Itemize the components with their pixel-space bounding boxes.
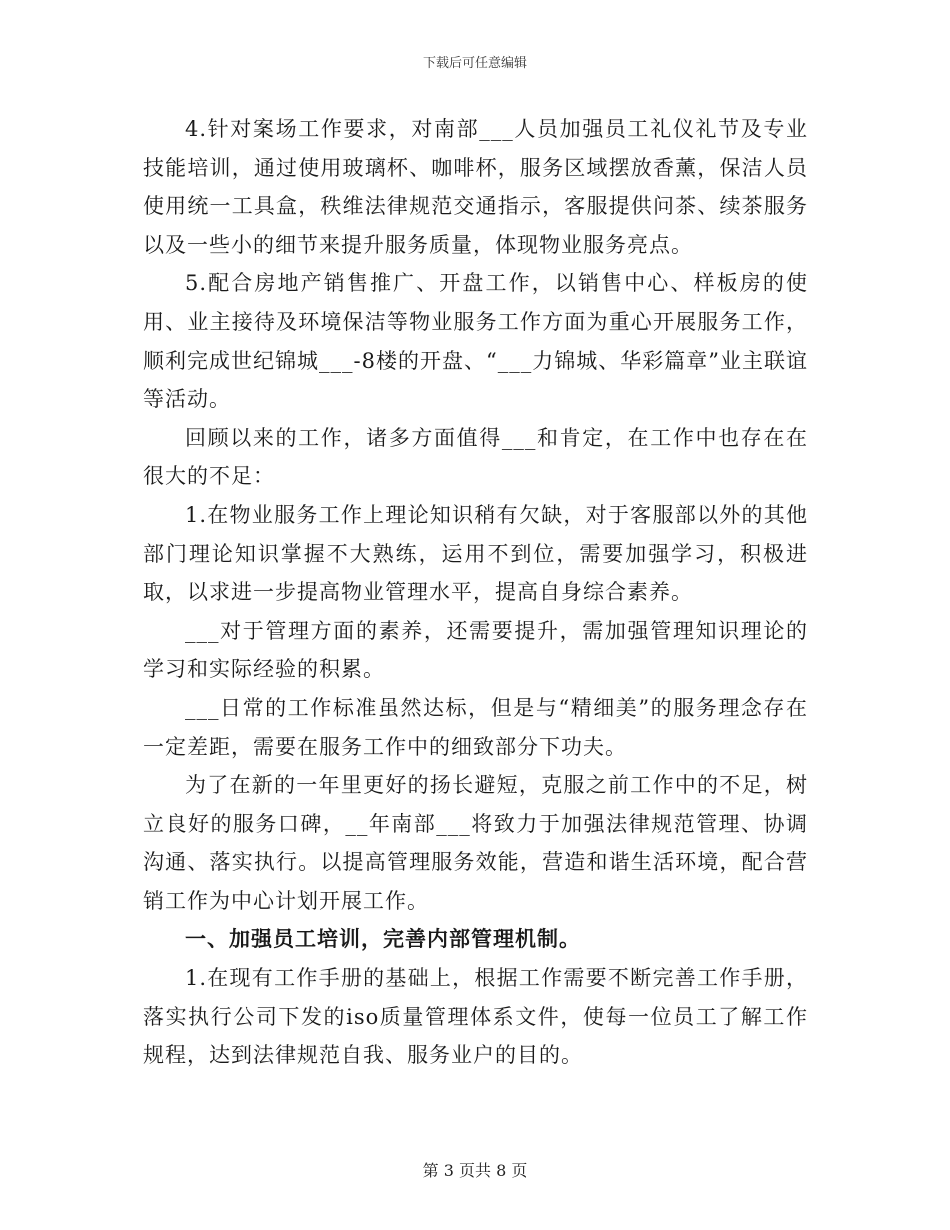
- document-body: [143, 110, 808, 1075]
- page-header: 下载后可任意编辑: [422, 56, 527, 71]
- paragraph-plan-intro: 为了在新的一年里更好的扬长避短，克服之前工作中的不足，树立良好的服务口碑，__年南部___将致力于加强法律规范管理、协调沟通、落实执行。以提高管理服务效能，营造和谐生活环境，配合营销工作为中心计划开展工作。: [143, 773, 808, 913]
- paragraph-shortcoming-3: ___日常的工作标准虽然达标，但是与“精细美”的服务理念存在一定差距，需要在服务工作中的细致部分下功夫。: [143, 695, 808, 759]
- paragraph-review: 回顾以来的工作，诸多方面值得___和肯定，在工作中也存在在很大的不足：: [143, 425, 808, 489]
- paragraph-item-4: 4.针对案场工作要求，对南部___人员加强员工礼仪礼节及专业技能培训，通过使用玻璃杯、咖啡杯，服务区域摆放香薰，保洁人员使用统一工具盒，秩维法律规范交通指示，客服提供问茶、续茶服务以及一些小的细节来提升服务质量，体现物业服务亮点。: [143, 117, 808, 257]
- page-number: 第 3 页共 8 页: [422, 1161, 528, 1180]
- paragraph-shortcoming-1: 1.在物业服务工作上理论知识稍有欠缺，对于客服部以外的其他部门理论知识掌握不大熟练，运用不到位，需要加强学习，积极进取，以求进一步提高物业管理水平，提高自身综合素养。: [143, 502, 808, 605]
- paragraph-item-5: 5.配合房地产销售推广、开盘工作，以销售中心、样板房的使用、业主接待及环境保洁等物业服务工作方面为重心开展服务工作，顺利完成世纪锦城___-8楼的开盘、“___力锦城、华彩篇章”业主联谊等活动。: [143, 271, 808, 412]
- paragraph-shortcoming-2: ___对于管理方面的素养，还需要提升，需加强管理知识理论的学习和实际经验的积累。: [143, 618, 808, 682]
- section-heading: 一、加强员工培训，完善内部管理机制。: [185, 926, 581, 952]
- paragraph-training-1: 1.在现有工作手册的基础上，根据工作需要不断完善工作手册，落实执行公司下发的iso质量管理体系文件，使每一位员工了解工作规程，达到法律规范自我、服务业户的目的。: [143, 966, 808, 1068]
